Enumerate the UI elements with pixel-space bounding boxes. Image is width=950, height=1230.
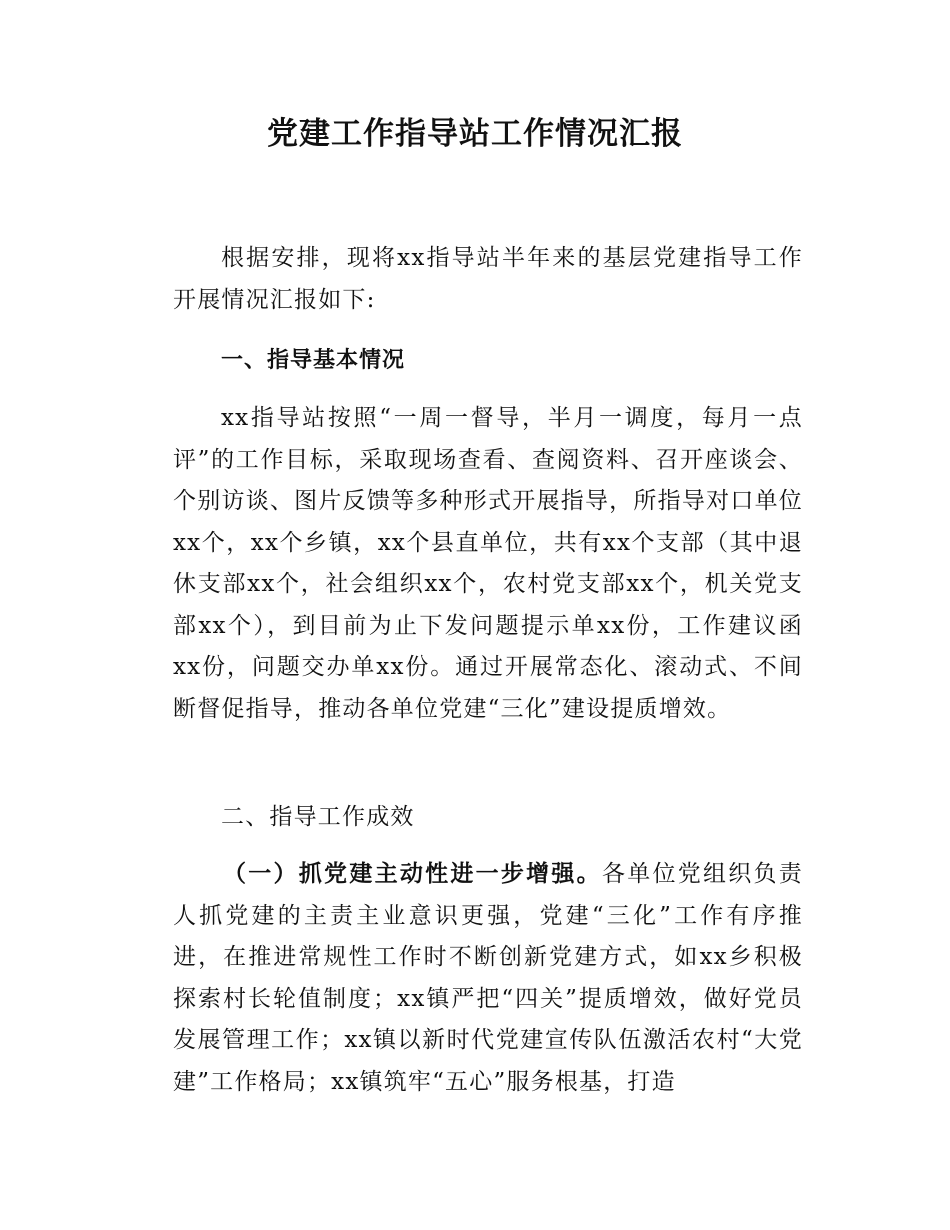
document-title: 党建工作指导站工作情况汇报 <box>267 116 683 152</box>
subsection1-body: 各单位党组织负责人抓党建的主责主业意识更强，党建“三化”工作有序推进，在推进常规性工作时不断创新党建方式，如xx乡积极探索村长轮值制度；xx镇严把“四关”提质增效，做好党员发展管理工作；xx镇以新时代党建宣传队伍激活农村“大党建”工作格局；xx镇筑牢“五心”服务根基，打造 <box>173 861 803 1095</box>
intro-paragraph: 根据安排，现将xx指导站半年来的基层党建指导工作开展情况汇报如下: <box>173 245 803 313</box>
section-heading-basic-situation: 一、指导基本情况 <box>221 348 406 373</box>
section-heading-work-results: 二、指导工作成效 <box>221 804 415 830</box>
subsection1-paragraph <box>173 854 803 1103</box>
subsection1-lead: （一）抓党建主动性进一步增强。 <box>223 861 602 887</box>
section1-paragraph: xx指导站按照“一周一督导，半月一调度，每月一点评”的工作目标，采取现场查看、查阅资料、召开座谈会、个别访谈、图片反馈等多种形式开展指导，所指导对口单位xx个，xx个乡镇，xx个县直单位，共有xx个支部（其中退休支部xx个，社会组织xx个，农村党支部xx个，机关党支部xx个），到目前为止下发问题提示单xx份，工作建议函xx份，问题交办单xx份。通过开展常态化、滚动式、不间断督促指导，推动各单位党建“三化”建设提质增效。 <box>173 405 803 722</box>
